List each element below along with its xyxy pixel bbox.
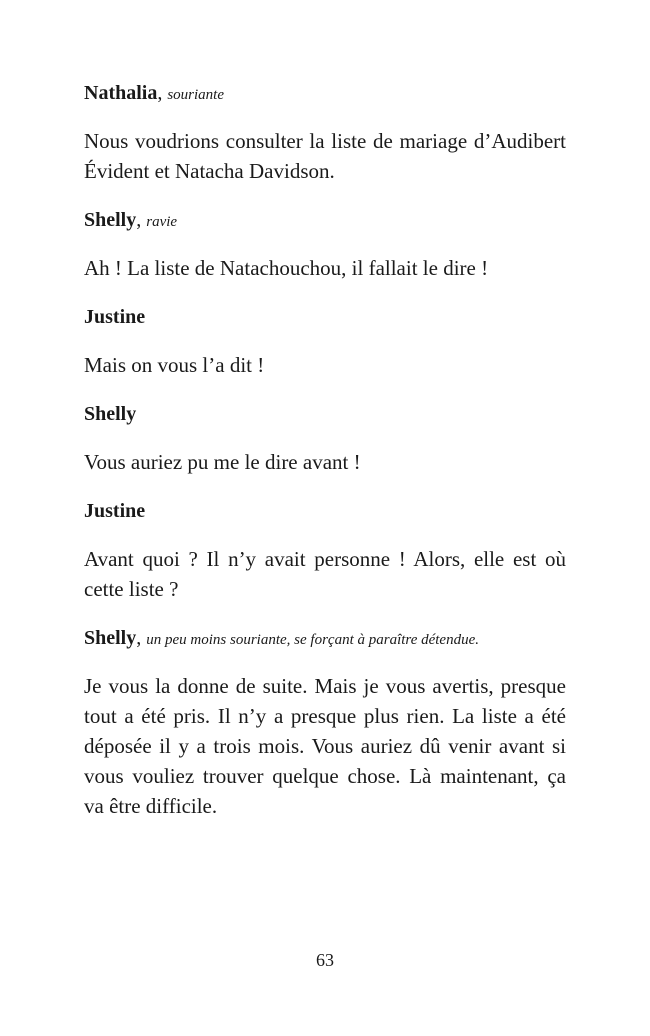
speaker-name: Nathalia [84,82,158,104]
dialogue-line: Mais on vous l’a dit ! [84,353,265,377]
page-number: 63 [316,950,334,970]
dialogue-line: Avant quoi ? Il n’y avait personne ! Alors, elle est où cette liste ? [84,547,566,601]
stage-direction: un peu moins souriante, se forçant à paraître détendue. [146,632,479,648]
speaker-separator: , [136,209,147,231]
dialogue-line: Vous auriez pu me le dire avant ! [84,450,361,474]
speaker-name: Shelly [84,403,137,425]
speaker-heading [84,623,566,655]
dialogue-line: Nous voudrions consulter la liste de mariage d’Audibert Évident et Natacha Davidson. [84,129,566,183]
speaker-separator: , [157,82,168,104]
speaker-heading [84,496,566,528]
dialogue-line: Je vous la donne de suite. Mais je vous avertis, presque tout a été pris. Il n’y a presque plus rien. La liste a été déposée il y a trois mois. Vous auriez dû venir avant si vous vouliez trouver quelque chose. Là maintenant, ça va être difficile. [84,674,566,818]
dialogue-line: Ah ! La liste de Natachouchou, il fallait le dire ! [84,256,489,280]
speaker-name: Shelly [84,627,137,649]
speaker-heading [84,78,566,110]
speaker-name: Justine [84,500,146,522]
speaker-heading [84,399,566,431]
script-page [84,78,566,840]
stage-direction: souriante [167,87,225,103]
speaker-name: Justine [84,306,146,328]
stage-direction: ravie [146,214,178,230]
speaker-heading [84,205,566,237]
speaker-name: Shelly [84,209,137,231]
speaker-heading [84,302,566,334]
speaker-separator: , [136,627,147,649]
